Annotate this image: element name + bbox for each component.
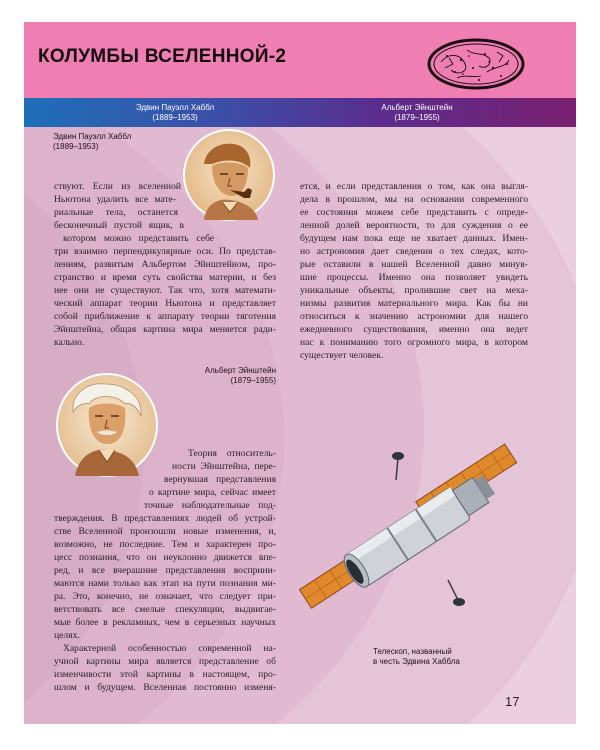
text-line: ствуют. Если из вселенной — [54, 181, 181, 192]
text-line: кально. — [54, 337, 85, 348]
text-line: котором можно представить себе — [63, 233, 214, 244]
text-line: шие процессы. Именно она позволяет увидеть — [300, 272, 528, 283]
text-line: Ньютона удалить все мате- — [54, 194, 176, 205]
right-column-text — [300, 180, 528, 362]
text-line: три взаимно перпендикулярные оси. По представ- — [54, 246, 276, 257]
name-band — [24, 98, 576, 127]
text-line: ее состояния можем себе представить с опреде- — [300, 207, 528, 218]
text-line: странство и время суть свойства материи, и без — [54, 272, 276, 283]
band-left-label — [120, 103, 230, 122]
text-line: ра. Это, конечно, не означает, что следует при- — [54, 591, 276, 602]
page-number: 17 — [505, 694, 520, 709]
text-line: изменчивости этой картины в настоящем, про- — [54, 669, 276, 680]
band-right-label — [362, 103, 472, 122]
einstein-caption — [200, 366, 276, 386]
text-line: целях. — [54, 630, 80, 641]
text-line: но астрономия дает сведения о тех следах, кото- — [300, 246, 528, 257]
text-line: относиться к значению астрономии для нашего — [300, 311, 528, 322]
text-line: ред, и все вчерашние представления восприни- — [54, 565, 276, 576]
text-line: будущем нам пока еще не хватает данных. Имен- — [300, 233, 528, 244]
text-line: Теория относитель- — [188, 448, 276, 459]
text-line: ветствовать все смелые спекуляции, выдвигае- — [54, 604, 276, 615]
text-line: низмы развития материального мира. Как бы ни — [300, 298, 528, 309]
text-line: стве Вселенной произошли новые изменения, и, — [54, 526, 276, 537]
text-line: лениям, развитым Альбертом Эйнштейном, про- — [54, 259, 276, 270]
hubble-telescope-illustration — [298, 438, 530, 620]
text-line: собой приближение к аппарату теории тяготения — [54, 311, 276, 322]
text-line: бесконечный пустой ящик, в — [54, 220, 184, 231]
telescope-caption-line-1: Телескоп, названный — [373, 647, 452, 656]
band-right-name: Альберт Эйнштейн — [381, 103, 453, 112]
text-line: нее они не существуют. Так что, хотя математи- — [54, 285, 276, 296]
star-map-icon — [427, 38, 525, 90]
left-column-bottom-text — [54, 447, 276, 694]
hubble-caption-name: Эдвин Пауэлл Хаббл — [53, 132, 132, 141]
text-line: нас к пониманию того огромного мира, в котором — [300, 337, 528, 348]
text-line: риальные тела, останется — [54, 207, 178, 218]
text-line: точные наблюдательные под- — [144, 500, 276, 511]
text-line: дела в прошлом, мы на основании современного — [300, 194, 528, 205]
text-line: шлом и будущем. Вселенная постоянно изменя- — [54, 682, 276, 693]
text-line: ленной долей вероятности, то для суждения о ее — [300, 220, 528, 231]
band-left-name: Эдвин Пауэлл Хаббл — [135, 103, 215, 112]
text-line: Эйнштейна, общая картина мира меняется ради- — [54, 324, 276, 335]
text-line: уникальные объекты, пролившие свет на меха- — [300, 285, 528, 296]
text-line: возможно, не последние. Тем и характерен про- — [54, 539, 276, 550]
text-line: ежедневного существования, именно она ведет — [300, 324, 528, 335]
band-right-years: (1879–1955) — [394, 112, 440, 122]
text-line: существует человек. — [300, 350, 384, 361]
chapter-title: КОЛУМБЫ ВСЕЛЕННОЙ-2 — [38, 46, 287, 67]
einstein-caption-name: Альберт Эйнштейн — [204, 366, 276, 375]
hubble-caption — [53, 132, 131, 152]
text-line: о картине мира, сейчас имеет — [149, 487, 276, 498]
hubble-caption-years: (1889–1953) — [53, 142, 99, 151]
text-line: тверждения. В представлениях людей об устрой- — [54, 513, 276, 524]
text-line: мые более в рекламных, чем в серьезных научных — [54, 617, 276, 628]
text-line: Характерной особенностью современной на- — [63, 643, 276, 654]
text-line: маются нами только как этап на пути познания ми- — [54, 578, 276, 589]
text-line: ется, и если представления о том, как она выгля- — [300, 181, 528, 192]
text-line: рые оставили в нашей Вселенной давно минув- — [300, 259, 528, 270]
text-line: ческий аппарат теории Ньютона и представляет — [54, 298, 276, 309]
text-line: учной картины мира является представление об — [54, 656, 276, 667]
text-line: ности Эйнштейна, пере- — [172, 461, 276, 472]
telescope-caption-line-2: в честь Эдвина Хаббла — [373, 657, 460, 666]
einstein-caption-years: (1879–1955) — [230, 376, 276, 385]
telescope-caption — [373, 647, 460, 667]
band-left-years: (1889–1953) — [152, 112, 198, 122]
left-column-top-text — [54, 180, 276, 349]
text-line: вернувшая представления — [164, 474, 276, 485]
text-line: цесс познания, что он неуклонно движется впе- — [54, 552, 276, 563]
